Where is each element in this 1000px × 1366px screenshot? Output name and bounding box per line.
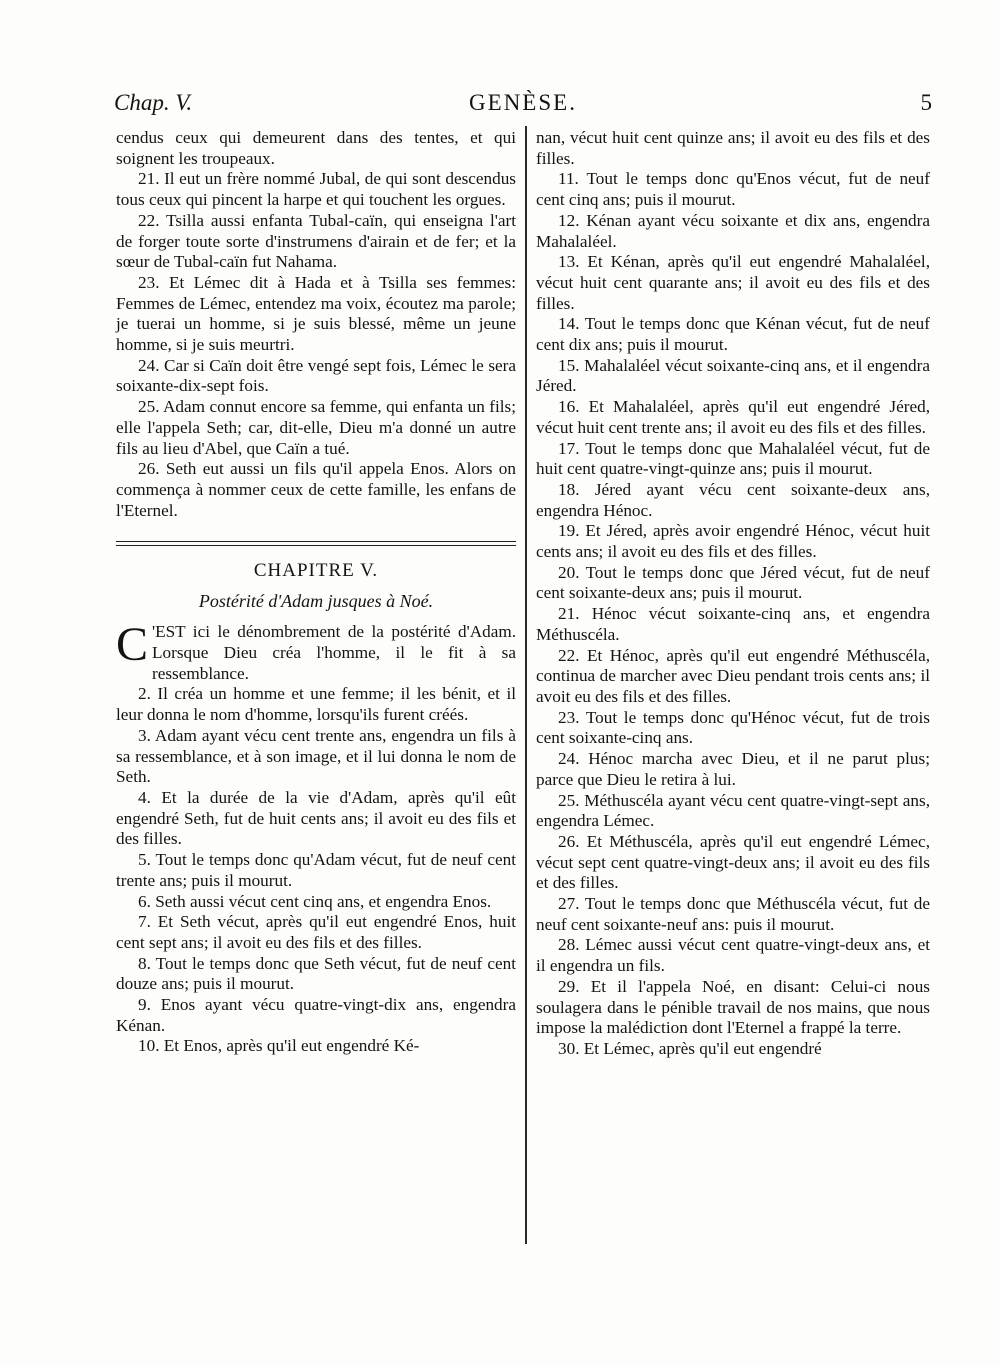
verse-5-7: 7. Et Seth vécut, après qu'il eut engendré Enos, huit cent sept ans; il avoit eu des fils et des filles. — [116, 912, 516, 952]
verse-5-4: 4. Et la durée de la vie d'Adam, après qu'il eût engendré Seth, fut de huit cents ans; il avoit eu des fils et des filles. — [116, 787, 516, 849]
verse-5-11: 11. Tout le temps donc qu'Enos vécut, fut de neuf cent cinq ans; puis il mourut. — [536, 169, 930, 210]
verse-4-23: 23. Et Lémec dit à Hada et à Tsilla ses femmes: Femmes de Lémec, entendez ma voix, écoutez ma parole; je tuerai un homme, si je suis blessé, même un jeune homme, si je suis meurtri. — [116, 272, 516, 355]
verse-4-25: 25. Adam connut encore sa femme, qui enfanta un fils; elle l'appela Seth; car, dit-elle, Dieu m'a donné un autre fils au lieu d'Abel, que Caïn a tué. — [116, 397, 516, 458]
column-divider — [525, 126, 527, 1244]
running-header — [114, 90, 932, 124]
verse-5-22: 22. Et Hénoc, après qu'il eut engendré Méthuscéla, continua de marcher avec Dieu pendant trois cents ans; il avoit eu des fils et des filles. — [536, 645, 930, 706]
verse-continuation: nan, vécut huit cent quinze ans; il avoit eu des fils et des filles. — [536, 128, 930, 168]
verse-5-12: 12. Kénan ayant vécu soixante et dix ans, engendra Mahalaléel. — [536, 210, 930, 251]
verse-5-10: 10. Et Enos, après qu'il eut engendré Ké- — [138, 1036, 420, 1056]
verse-5-14: 14. Tout le temps donc que Kénan vécut, fut de neuf cent dix ans; puis il mourut. — [536, 314, 930, 355]
verse-5-1 — [116, 618, 516, 684]
verse-5-5: 5. Tout le temps donc qu'Adam vécut, fut de neuf cent trente ans; puis il mourut. — [116, 850, 516, 890]
verse-continuation: cendus ceux qui demeurent dans des tentes, et qui soignent les troupeaux. — [116, 128, 516, 168]
book-title: GENÈSE. — [469, 90, 577, 115]
verse-5-30: 30. Et Lémec, après qu'il eut engendré — [558, 1038, 822, 1058]
right-column — [536, 128, 930, 1060]
verse-5-20: 20. Tout le temps donc que Jéred vécut, fut de neuf cent soixante-deux ans; puis il mourut. — [536, 562, 930, 603]
page-number: 5 — [920, 90, 932, 115]
verse-5-27: 27. Tout le temps donc que Méthuscéla vécut, fut de neuf cent soixante-neuf ans: puis il mourut. — [536, 894, 930, 934]
verse-5-8: 8. Tout le temps donc que Seth vécut, fut de neuf cent douze ans; puis il mourut. — [116, 953, 516, 994]
chapter-summary: Postérité d'Adam jusques à Noé. — [198, 591, 434, 612]
verse-5-6: 6. Seth aussi vécut cent cinq ans, et engendra Enos. — [138, 891, 492, 911]
verse-5-26: 26. Et Méthuscéla, après qu'il eut engendré Lémec, vécut sept cent quatre-vingt-deux ans; il avoit eu des fils et des filles. — [536, 831, 930, 893]
verse-5-1-text: 'EST ici le dénombrement de la postérité d'Adam. Lorsque Dieu créa l'homme, il le fit à sa ressemblance. — [152, 622, 516, 683]
left-column — [116, 128, 516, 1057]
verse-4-22: 22. Tsilla aussi enfanta Tubal-caïn, qui enseigna l'art de forger toute sorte d'instrumens d'airain et de fer; et la sœur de Tubal-caïn fut Nahama. — [116, 210, 516, 272]
verse-5-23: 23. Tout le temps donc qu'Hénoc vécut, fut de trois cent soixante-cinq ans. — [536, 707, 930, 748]
chapter-heading: CHAPITRE V. — [253, 560, 379, 582]
chapter-reference: Chap. V. — [114, 90, 193, 115]
verse-4-26: 26. Seth eut aussi un fils qu'il appela Enos. Alors on commença à nommer ceux de cette famille, les enfans de l'Eternel. — [116, 459, 516, 520]
verse-5-3: 3. Adam ayant vécu cent trente ans, engendra un fils à sa ressemblance, et à son image, et il lui donna le nom de Seth. — [116, 725, 516, 787]
verse-4-24: 24. Car si Caïn doit être vengé sept fois, Lémec le sera soixante-dix-sept fois. — [116, 355, 516, 396]
chapter-separator-rule — [116, 541, 516, 546]
verse-5-16: 16. Et Mahalaléel, après qu'il eut engendré Jéred, vécut huit cent trente ans; il avoit eu des fils et des filles. — [536, 397, 930, 437]
verse-5-25: 25. Méthuscéla ayant vécu cent quatre-vingt-sept ans, engendra Lémec. — [536, 790, 930, 831]
verse-5-29: 29. Et il l'appela Noé, en disant: Celui-ci nous soulagera dans le pénible travail de nos mains, que nous impose la malédiction dont l'Eternel a frappé la terre. — [536, 976, 930, 1038]
verse-5-13: 13. Et Kénan, après qu'il eut engendré Mahalaléel, vécut huit cent quarante ans; il avoit eu des fils et des filles. — [536, 252, 930, 313]
verse-5-24: 24. Hénoc marcha avec Dieu, et il ne parut plus; parce que Dieu le retira à lui. — [536, 749, 930, 789]
verse-5-17: 17. Tout le temps donc que Mahalaléel vécut, fut de huit cent quatre-vingt-quinze ans; puis il mourut. — [536, 438, 930, 479]
verse-5-28: 28. Lémec aussi vécut cent quatre-vingt-deux ans, et il engendra un fils. — [536, 935, 930, 976]
drop-cap-letter: C — [116, 618, 149, 672]
verse-4-21: 21. Il eut un frère nommé Jubal, de qui sont descendus tous ceux qui pincent la harpe et qui touchent les orgues. — [116, 169, 516, 210]
verse-5-15: 15. Mahalaléel vécut soixante-cinq ans, et il engendra Jéred. — [536, 355, 930, 396]
verse-5-21: 21. Hénoc vécut soixante-cinq ans, et engendra Méthuscéla. — [536, 604, 930, 644]
verse-5-19: 19. Et Jéred, après avoir engendré Hénoc, vécut huit cents ans; il avoit eu des fils et des filles. — [536, 521, 930, 562]
verse-5-18: 18. Jéred ayant vécu cent soixante-deux ans, engendra Hénoc. — [536, 479, 930, 520]
verse-5-2: 2. Il créa un homme et une femme; il les bénit, et il leur donna le nom d'homme, lorsqu'ils furent créés. — [116, 684, 516, 725]
verse-5-9: 9. Enos ayant vécu quatre-vingt-dix ans, engendra Kénan. — [116, 995, 516, 1035]
